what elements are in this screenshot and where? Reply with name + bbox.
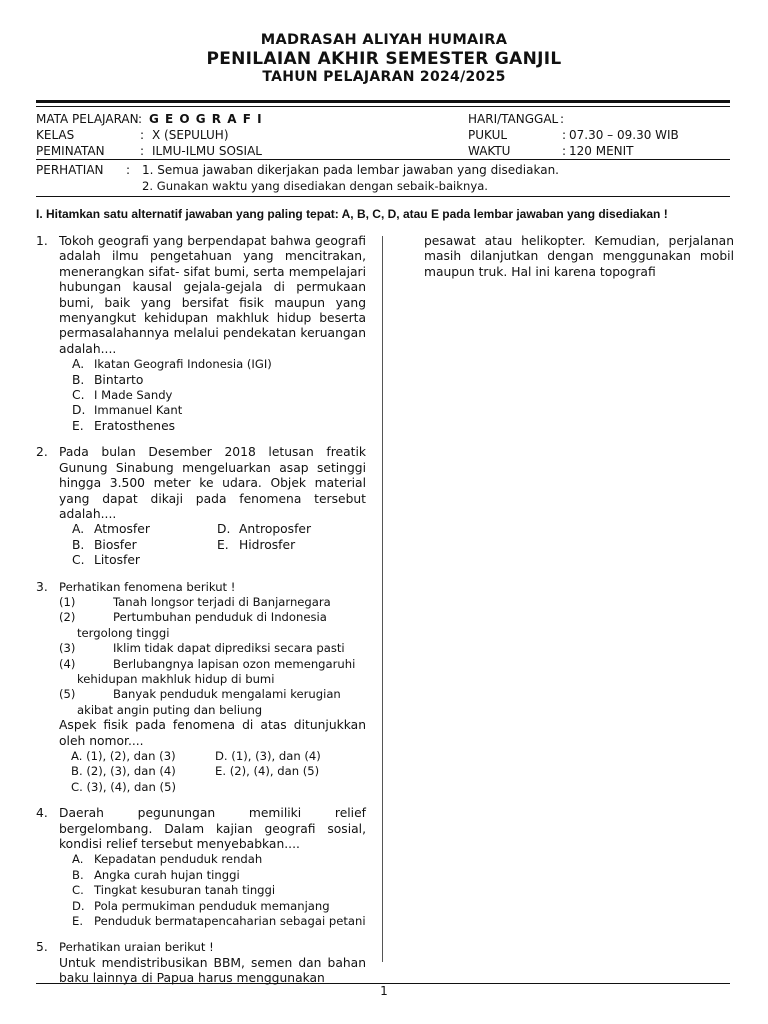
question-text: Pada bulan Desember 2018 letusan freatik Gunung Sinabung mengeluarkan asap setinggi hingga 3.500 meter ke udara. Objek material yang dapat dikaji pada fenomena tersebut adalah.... (59, 445, 366, 521)
info-value: 07.30 – 09.30 WIB (569, 128, 679, 142)
question-text: Perhatikan fenomena berikut ! (59, 579, 236, 594)
list-item: (3) Iklim tidak dapat diprediksi secara pasti (59, 641, 345, 656)
question-text: Daerah pegunungan memiliki relief bergelombang. Dalam kajian geografi sosial, kondisi relief tersebut menyebabkan.... (59, 806, 366, 852)
header-rule-thick (36, 100, 730, 103)
info-row-time (468, 128, 738, 144)
option-d: D. (1), (3), dan (4) (215, 749, 321, 763)
option-e: E. Hidrosfer (217, 537, 296, 552)
question-5-continuation: pesawat atau helikopter. Kemudian, perjalanan masih dilanjutkan dengan menggunakan mobil maupun truk. Hal ini karena topografi (424, 234, 734, 279)
option-a: A. Ikatan Geografi Indonesia (IGI) (72, 357, 272, 372)
notice-colon: : (126, 163, 131, 177)
question-1 (36, 234, 366, 434)
info-label: KELAS (36, 128, 75, 142)
academic-year: TAHUN PELAJARAN 2024/2025 (262, 69, 506, 85)
option-b: B. Angka curah hujan tinggi (72, 867, 240, 882)
answer-options (72, 522, 366, 568)
exam-info-right (468, 112, 738, 160)
option-d: D. Antroposfer (217, 522, 312, 537)
option-b: B. Bintarto (72, 372, 144, 387)
question-2 (36, 445, 366, 568)
option-a: A. Kepadatan penduduk rendah (72, 852, 263, 867)
option-c: C. I Made Sandy (72, 388, 173, 403)
question-intro: Perhatikan uraian berikut ! (59, 940, 214, 955)
option-c: C. (3), (4), dan (5) (71, 779, 176, 794)
option-b: B. Biosfer (72, 537, 137, 552)
list-item: (4) Berlubangnya lapisan ozon memengaruhi kehidupan makhluk hidup di bumi (59, 656, 356, 686)
option-e: E. (2), (4), dan (5) (215, 764, 320, 779)
exam-header (0, 32, 768, 86)
column-divider (382, 236, 383, 962)
question-number: 4. (36, 806, 48, 821)
info-sep: : (562, 144, 567, 158)
info-sep: : (140, 128, 145, 142)
header-rule-thin (36, 106, 730, 107)
info-label: HARI/TANGGAL (468, 112, 559, 126)
info-value: X (SEPULUH) (152, 128, 229, 142)
list-item: (1) Tanah longsor terjadi di Banjarnegara (59, 594, 331, 609)
question-number: 1. (36, 234, 48, 248)
exam-info-left (36, 112, 436, 160)
info-sep: : (560, 112, 565, 126)
info-row-duration (468, 144, 738, 160)
answer-options (72, 357, 366, 434)
question-number: 3. (36, 579, 48, 594)
info-label: PEMINATAN (36, 144, 105, 158)
option-d: D. Immanuel Kant (72, 403, 183, 418)
answer-options (71, 749, 366, 795)
list-item: (2) Pertumbuhan penduduk di Indonesia tergolong tinggi (59, 610, 327, 640)
info-sep: : (562, 128, 567, 142)
notice-item-1: 1. Semua jawaban dikerjakan pada lembar jawaban yang disediakan. (142, 163, 559, 177)
exam-title: PENILAIAN AKHIR SEMESTER GANJIL (206, 49, 562, 69)
info-row-date (468, 112, 738, 128)
notice-rule (36, 196, 730, 197)
info-label: WAKTU (468, 144, 511, 158)
questions-left-column (36, 234, 366, 998)
option-b: B. (2), (3), dan (4) (71, 764, 176, 779)
option-e: E. Penduduk bermatapencaharian sebagai petani (72, 914, 366, 929)
questions-right-column (424, 234, 734, 280)
option-a: A. (1), (2), dan (3) (71, 749, 176, 763)
option-e: E. Eratosthenes (72, 418, 176, 433)
notice-label: PERHATIAN (36, 163, 104, 177)
school-name: MADRASAH ALIYAH HUMAIRA (260, 32, 508, 48)
info-row-major (36, 144, 436, 160)
question-number: 2. (36, 445, 48, 460)
phenomena-list (59, 595, 366, 718)
info-value: G E O G R A F I (149, 112, 263, 126)
info-value: 120 MENIT (569, 144, 634, 158)
option-c: C. Tingkat kesuburan tanah tinggi (72, 883, 276, 898)
page-number: 1 (380, 984, 388, 998)
info-label: MATA PELAJARAN (36, 112, 139, 126)
section-instruction: I. Hitamkan satu alternatif jawaban yang paling tepat: A, B, C, D, atau E pada lembar jawaban yang disediakan ! (36, 207, 668, 221)
question-3 (36, 580, 366, 796)
question-4 (36, 806, 366, 929)
answer-options (72, 852, 366, 929)
option-a: A. Atmosfer (72, 522, 150, 537)
info-row-class (36, 128, 436, 144)
question-text: Tokoh geografi yang berpendapat bahwa geografi adalah ilmu pengetahuan yang mencitrakan, menerangkan sifat- sifat bumi, serta mempelajari hubungan kausal gejala-gejala di permukaan bumi, baik yang bersifat fisik maupun yang menyangkut kehidupan makhluk hidup beserta permasalahannya melalui pendekatan keruangan adalah.... (59, 234, 366, 356)
info-row-subject (36, 112, 436, 128)
notice-item-2: 2. Gunakan waktu yang disediakan dengan sebaik-baiknya. (142, 179, 488, 193)
question-number: 5. (36, 940, 48, 955)
question-prompt: Aspek fisik pada fenomena di atas ditunjukkan oleh nomor.... (59, 718, 366, 748)
info-value: ILMU-ILMU SOSIAL (152, 144, 262, 158)
question-text: Untuk mendistribusikan BBM, semen dan bahan baku lainnya di Papua harus menggunakan (59, 955, 366, 986)
info-rule (36, 159, 730, 160)
option-c: C. Litosfer (72, 553, 140, 568)
question-5 (36, 940, 366, 986)
info-sep: : (140, 144, 145, 158)
option-d: D. Pola permukiman penduduk memanjang (72, 898, 330, 913)
info-label: PUKUL (468, 128, 508, 142)
list-item: (5) Banyak penduduk mengalami kerugian akibat angin puting dan beliung (59, 687, 341, 717)
info-sep: : (138, 112, 143, 126)
